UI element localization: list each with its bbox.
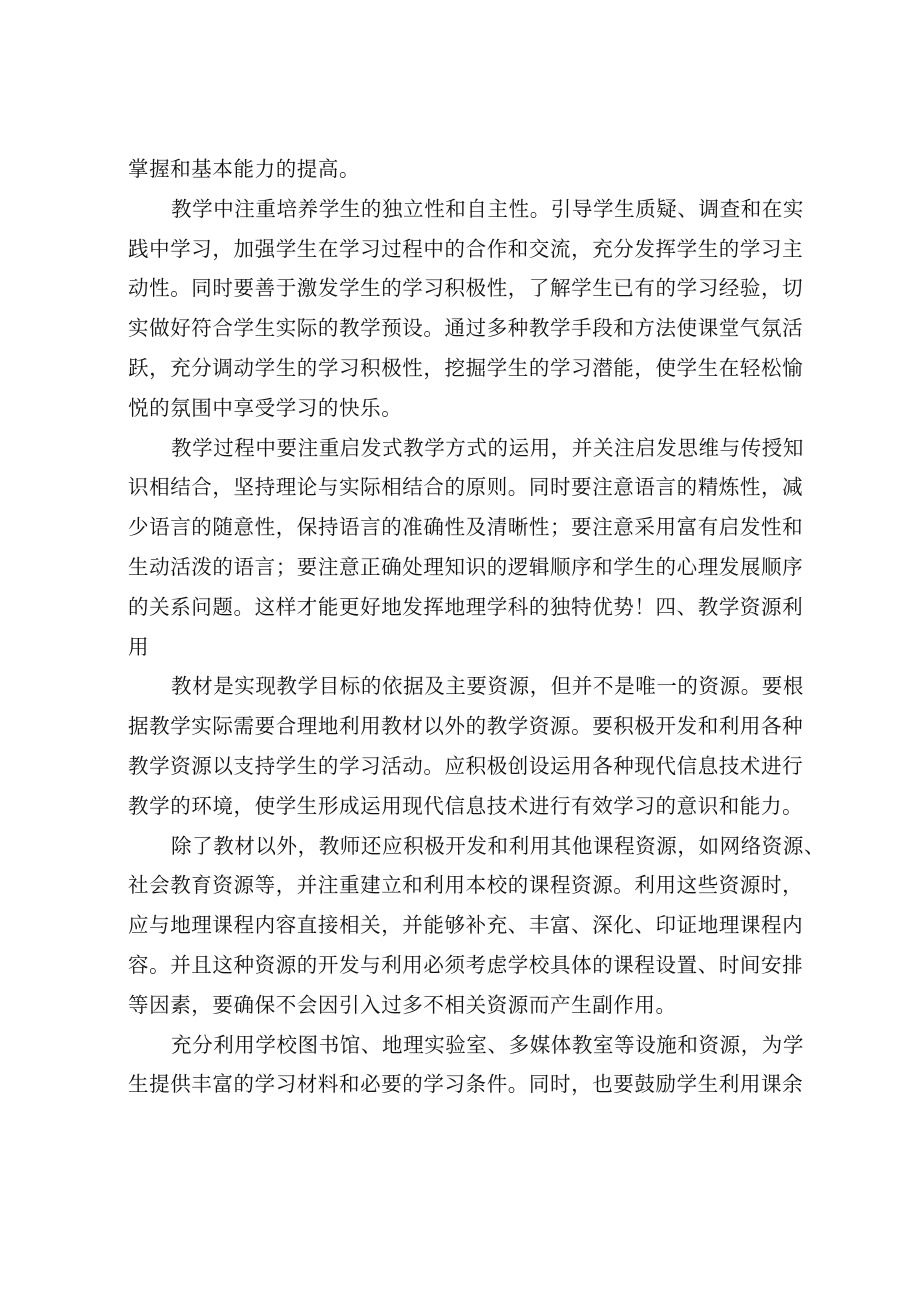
text-line: 识相结合，坚持理论与实际相结合的原则。同时要注意语言的精炼性，减 xyxy=(128,475,804,500)
text-line: 社会教育资源等，并注重建立和利用本校的课程资源。利用这些资源时， xyxy=(128,873,804,898)
text-line: 生动活泼的语言；要注意正确处理知识的逻辑顺序和学生的心理发展顺序 xyxy=(128,554,804,579)
text-line: 生提供丰富的学习材料和必要的学习条件。同时，也要鼓励学生利用课余 xyxy=(128,1072,804,1097)
text-line: 除了教材以外，教师还应积极开发和利用其他课程资源，如网络资源、 xyxy=(171,833,826,858)
text-line: 教学的环境，使学生形成运用现代信息技术进行有效学习的意识和能力。 xyxy=(128,793,804,818)
text-line: 教学过程中要注重启发式教学方式的运用，并关注启发思维与传授知 xyxy=(171,435,804,460)
text-line: 掌握和基本能力的提高。 xyxy=(128,157,361,181)
text-line: 悦的氛围中享受学习的快乐。 xyxy=(128,395,403,420)
text-line: 实做好符合学生实际的教学预设。通过多种教学手段和方法使课堂气氛活 xyxy=(128,316,804,341)
text-line: 跃，充分调动学生的学习积极性，挖掘学生的学习潜能，使学生在轻松愉 xyxy=(128,355,804,380)
text-line: 践中学习，加强学生在学习过程中的合作和交流，充分发挥学生的学习主 xyxy=(128,236,804,261)
text-line: 用 xyxy=(128,634,150,659)
text-line: 的关系问题。这样才能更好地发挥地理学科的独特优势！四、教学资源利 xyxy=(128,594,804,619)
document-body xyxy=(128,150,826,1105)
text-line: 据教学实际需要合理地利用教材以外的教学资源。要积极开发和利用各种 xyxy=(128,714,804,739)
text-line: 动性。同时要善于激发学生的学习积极性，了解学生已有的学习经验，切 xyxy=(128,276,804,301)
text-line: 应与地理课程内容直接相关，并能够补充、丰富、深化、印证地理课程内 xyxy=(128,913,804,938)
text-line: 教学资源以支持学生的学习活动。应积极创设运用各种现代信息技术进行 xyxy=(128,753,804,778)
text-line: 教学中注重培养学生的独立性和自主性。引导学生质疑、调查和在实 xyxy=(171,196,804,221)
text-line: 充分利用学校图书馆、地理实验室、多媒体教室等设施和资源，为学 xyxy=(171,1032,804,1057)
text-line: 教材是实现教学目标的依据及主要资源，但并不是唯一的资源。要根 xyxy=(171,674,804,699)
text-line: 容。并且这种资源的开发与利用必须考虑学校具体的课程设置、时间安排 xyxy=(128,952,804,977)
text-line: 等因素，要确保不会因引入过多不相关资源而产生副作用。 xyxy=(128,992,677,1017)
text-line: 少语言的随意性，保持语言的准确性及清晰性；要注意采用富有启发性和 xyxy=(128,515,804,540)
